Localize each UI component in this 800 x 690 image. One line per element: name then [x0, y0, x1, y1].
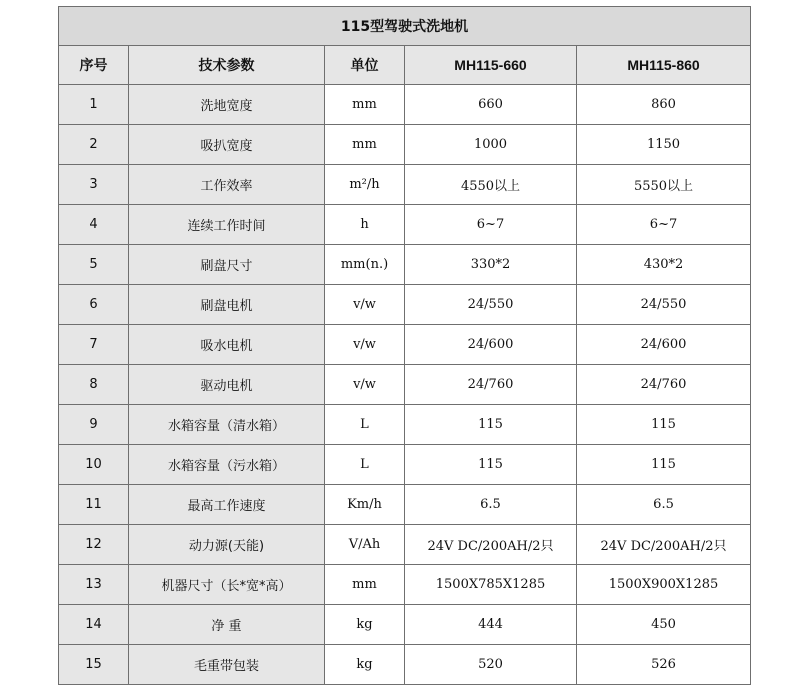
cell-value-860: 860: [577, 85, 751, 125]
cell-parameter: 动力源(天能): [129, 525, 325, 565]
cell-parameter: 工作效率: [129, 165, 325, 205]
cell-parameter: 吸扒宽度: [129, 125, 325, 165]
cell-unit: mm: [325, 125, 405, 165]
cell-parameter: 驱动电机: [129, 365, 325, 405]
header-no: 序号: [59, 46, 129, 85]
table-row: [59, 325, 751, 365]
cell-value-660: 24/760: [405, 365, 577, 405]
cell-value-660: 1500X785X1285: [405, 565, 577, 605]
table-row: [59, 445, 751, 485]
cell-parameter: 机器尺寸（长*宽*高）: [129, 565, 325, 605]
cell-value-860: 6~7: [577, 205, 751, 245]
cell-parameter: 连续工作时间: [129, 205, 325, 245]
table-row: [59, 85, 751, 125]
table-row: [59, 205, 751, 245]
cell-value-660: 444: [405, 605, 577, 645]
cell-value-660: 24V DC/200AH/2只: [405, 525, 577, 565]
cell-number: 13: [59, 565, 129, 605]
cell-value-860: 526: [577, 645, 751, 685]
cell-number: 6: [59, 285, 129, 325]
header-unit: 单位: [325, 46, 405, 85]
spec-table-container: [58, 6, 750, 685]
cell-value-660: 330*2: [405, 245, 577, 285]
cell-value-660: 24/550: [405, 285, 577, 325]
cell-unit: mm: [325, 85, 405, 125]
cell-value-660: 520: [405, 645, 577, 685]
cell-parameter: 洗地宽度: [129, 85, 325, 125]
header-model-860: MH115-860: [577, 46, 751, 85]
cell-unit: m²/h: [325, 165, 405, 205]
cell-number: 15: [59, 645, 129, 685]
cell-value-860: 450: [577, 605, 751, 645]
cell-unit: mm: [325, 565, 405, 605]
cell-number: 5: [59, 245, 129, 285]
cell-unit: v/w: [325, 325, 405, 365]
cell-unit: L: [325, 405, 405, 445]
cell-unit: V/Ah: [325, 525, 405, 565]
table-row: [59, 645, 751, 685]
cell-value-660: 6.5: [405, 485, 577, 525]
cell-value-860: 430*2: [577, 245, 751, 285]
table-row: [59, 565, 751, 605]
cell-value-660: 115: [405, 445, 577, 485]
header-model-660: MH115-660: [405, 46, 577, 85]
cell-value-860: 1500X900X1285: [577, 565, 751, 605]
cell-number: 2: [59, 125, 129, 165]
cell-value-660: 4550以上: [405, 165, 577, 205]
cell-number: 3: [59, 165, 129, 205]
header-row: [59, 46, 751, 85]
cell-value-860: 24/550: [577, 285, 751, 325]
table-row: [59, 365, 751, 405]
cell-value-660: 1000: [405, 125, 577, 165]
cell-value-860: 115: [577, 405, 751, 445]
cell-parameter: 毛重带包装: [129, 645, 325, 685]
cell-number: 9: [59, 405, 129, 445]
table-row: [59, 125, 751, 165]
table-row: [59, 285, 751, 325]
cell-value-860: 24V DC/200AH/2只: [577, 525, 751, 565]
cell-value-860: 115: [577, 445, 751, 485]
cell-value-860: 24/600: [577, 325, 751, 365]
cell-unit: v/w: [325, 365, 405, 405]
title-row: [59, 7, 751, 46]
cell-number: 7: [59, 325, 129, 365]
cell-unit: mm(n.): [325, 245, 405, 285]
table-row: [59, 485, 751, 525]
table-row: [59, 245, 751, 285]
cell-value-660: 24/600: [405, 325, 577, 365]
cell-value-860: 1150: [577, 125, 751, 165]
table-row: [59, 605, 751, 645]
cell-unit: L: [325, 445, 405, 485]
cell-value-860: 24/760: [577, 365, 751, 405]
table-row: [59, 405, 751, 445]
cell-number: 8: [59, 365, 129, 405]
spec-table: [58, 6, 751, 685]
cell-unit: Km/h: [325, 485, 405, 525]
table-row: [59, 525, 751, 565]
cell-value-660: 6~7: [405, 205, 577, 245]
header-param: 技术参数: [129, 46, 325, 85]
cell-parameter: 最高工作速度: [129, 485, 325, 525]
cell-value-860: 5550以上: [577, 165, 751, 205]
cell-number: 1: [59, 85, 129, 125]
cell-unit: kg: [325, 605, 405, 645]
cell-value-860: 6.5: [577, 485, 751, 525]
table-row: [59, 165, 751, 205]
cell-parameter: 刷盘尺寸: [129, 245, 325, 285]
cell-number: 11: [59, 485, 129, 525]
cell-parameter: 净 重: [129, 605, 325, 645]
cell-parameter: 刷盘电机: [129, 285, 325, 325]
cell-parameter: 水箱容量（清水箱）: [129, 405, 325, 445]
cell-number: 10: [59, 445, 129, 485]
cell-unit: h: [325, 205, 405, 245]
cell-parameter: 吸水电机: [129, 325, 325, 365]
cell-unit: kg: [325, 645, 405, 685]
cell-value-660: 115: [405, 405, 577, 445]
cell-value-660: 660: [405, 85, 577, 125]
cell-number: 12: [59, 525, 129, 565]
cell-unit: v/w: [325, 285, 405, 325]
cell-number: 4: [59, 205, 129, 245]
cell-number: 14: [59, 605, 129, 645]
table-title: 115型驾驶式洗地机: [59, 7, 751, 46]
cell-parameter: 水箱容量（污水箱）: [129, 445, 325, 485]
